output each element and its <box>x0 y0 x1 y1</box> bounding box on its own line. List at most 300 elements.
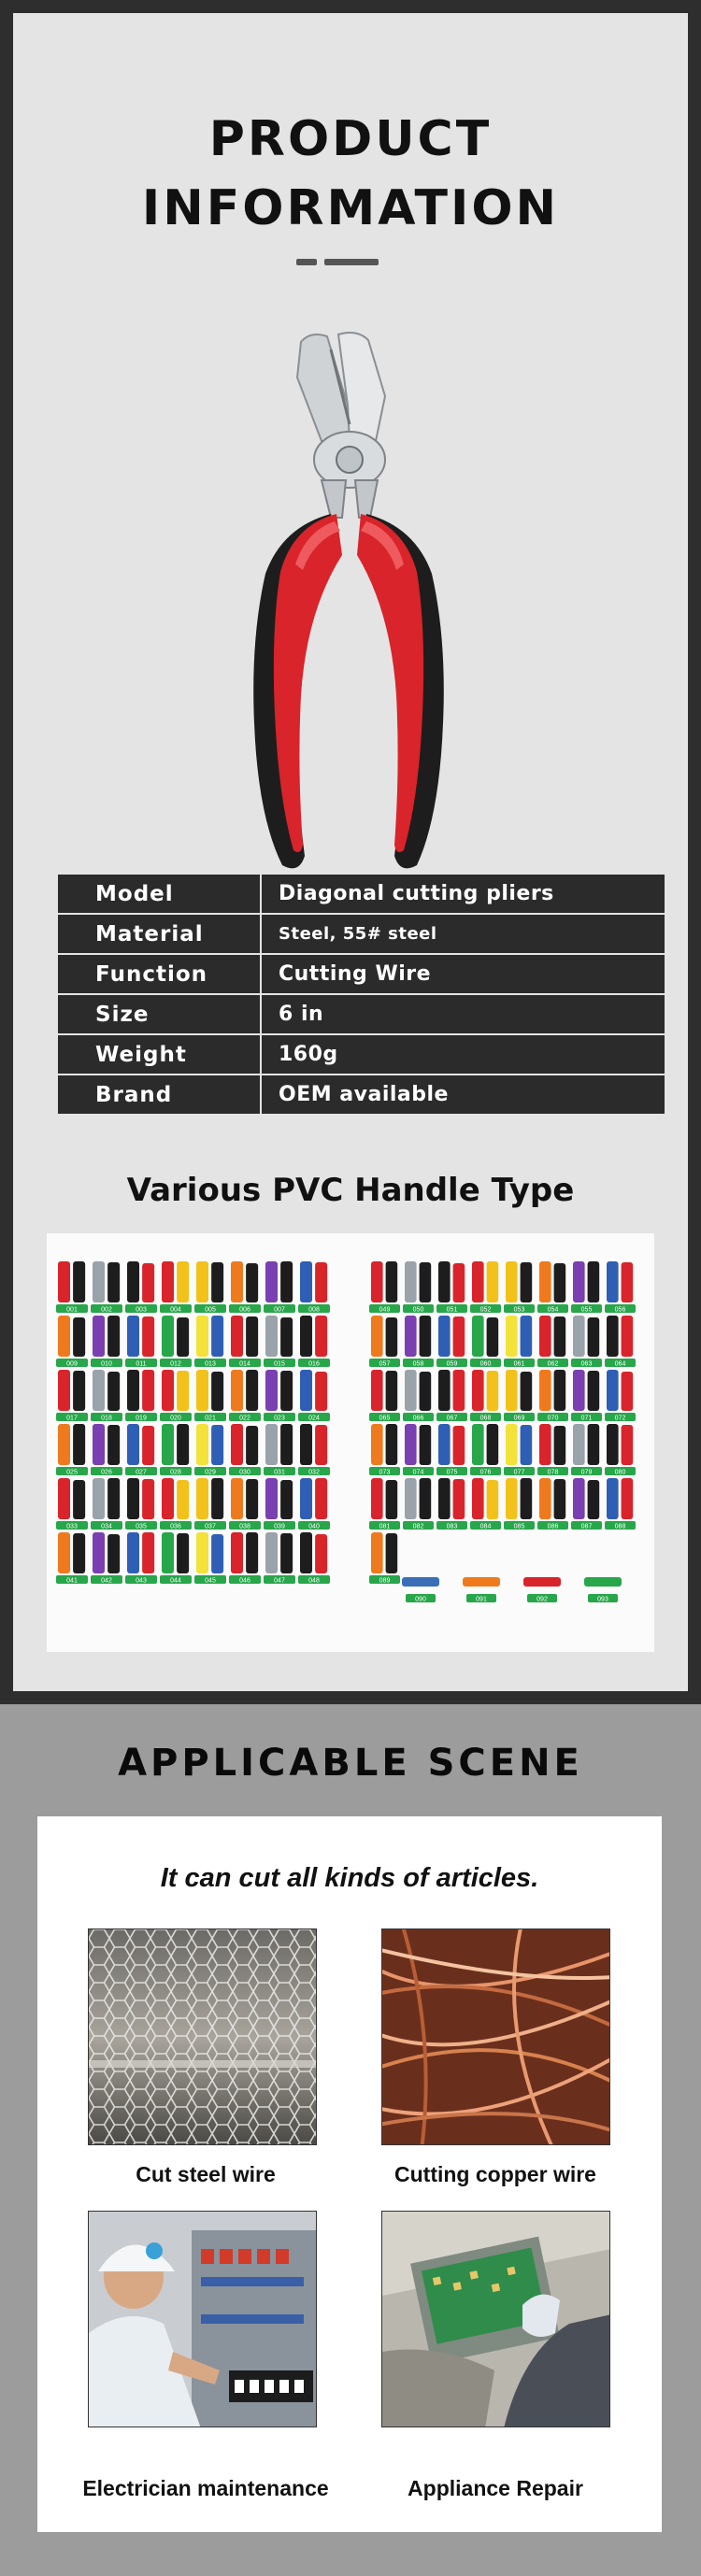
handle-swatch <box>265 1478 293 1519</box>
handle-code-badge <box>125 1575 157 1585</box>
handle-swatch <box>506 1478 532 1519</box>
handle-code-badge <box>229 1359 261 1368</box>
handle-swatch <box>405 1370 431 1411</box>
svg-text:075: 075 <box>446 1469 458 1476</box>
handle-code-badge <box>264 1413 295 1422</box>
svg-text:060: 060 <box>479 1360 492 1368</box>
svg-text:080: 080 <box>614 1469 626 1476</box>
handle-code-badge <box>125 1304 157 1314</box>
handle-swatch <box>231 1370 258 1411</box>
handle-code-badge <box>470 1359 501 1368</box>
handle-code-badge <box>160 1467 192 1476</box>
handle-swatch <box>58 1316 85 1357</box>
svg-text:044: 044 <box>170 1577 181 1585</box>
handle-swatch <box>93 1532 120 1573</box>
handle-swatch <box>93 1478 120 1519</box>
handle-swatch <box>405 1261 431 1302</box>
spec-label: Material <box>57 914 261 954</box>
handle-code-badge <box>56 1521 88 1530</box>
handle-swatch <box>300 1424 327 1465</box>
spec-label: Brand <box>57 1075 261 1115</box>
svg-text:083: 083 <box>446 1523 458 1530</box>
handle-code-badge <box>571 1467 602 1476</box>
svg-text:012: 012 <box>170 1360 181 1368</box>
svg-text:084: 084 <box>479 1523 492 1530</box>
handle-swatch <box>506 1316 532 1357</box>
svg-text:033: 033 <box>66 1523 78 1530</box>
handle-swatch <box>573 1424 599 1465</box>
svg-text:017: 017 <box>66 1415 78 1422</box>
handle-swatch <box>265 1316 293 1357</box>
spec-value: Steel, 55# steel <box>261 914 665 954</box>
svg-text:029: 029 <box>205 1469 216 1476</box>
svg-text:090: 090 <box>415 1596 426 1603</box>
handle-code-badge <box>56 1304 88 1314</box>
handle-swatch <box>127 1532 154 1573</box>
handle-code-badge <box>436 1359 467 1368</box>
handle-code-badge <box>571 1521 602 1530</box>
svg-text:024: 024 <box>308 1415 320 1422</box>
handle-code-badge <box>125 1467 157 1476</box>
handle-swatch <box>127 1424 154 1465</box>
handle-swatch <box>58 1478 85 1519</box>
svg-text:071: 071 <box>580 1415 593 1422</box>
svg-text:001: 001 <box>66 1306 78 1314</box>
svg-text:020: 020 <box>170 1415 181 1422</box>
handle-swatch <box>539 1424 565 1465</box>
handle-code-badge <box>298 1521 330 1530</box>
handle-code-badge <box>56 1413 88 1422</box>
svg-text:035: 035 <box>136 1523 147 1530</box>
handle-swatch <box>231 1532 258 1573</box>
handle-code-badge <box>91 1359 122 1368</box>
svg-text:053: 053 <box>513 1306 525 1314</box>
product-info-title <box>13 105 688 243</box>
spec-value: 6 in <box>261 994 665 1034</box>
handle-code-badge <box>229 1521 261 1530</box>
handle-code-badge <box>56 1467 88 1476</box>
handle-swatch <box>539 1478 565 1519</box>
handle-swatch <box>127 1261 154 1302</box>
svg-text:045: 045 <box>205 1577 216 1585</box>
handle-code-badge <box>160 1359 192 1368</box>
handle-code-badge <box>537 1304 568 1314</box>
handle-code-badge <box>403 1521 434 1530</box>
caption-cut-steel-wire: Cut steel wire <box>136 2162 276 2186</box>
handle-swatch <box>573 1478 599 1519</box>
electrician-photo <box>88 2211 317 2427</box>
svg-text:074: 074 <box>412 1469 424 1476</box>
handle-code-badge <box>194 1467 226 1476</box>
svg-text:085: 085 <box>513 1523 525 1530</box>
caption-cutting-copper-wire: Cutting copper wire <box>394 2162 596 2186</box>
svg-text:019: 019 <box>136 1415 147 1422</box>
scene-title: APPLICABLE SCENE <box>118 1742 583 1785</box>
spec-value: 160g <box>261 1034 665 1075</box>
handle-swatch <box>265 1424 293 1465</box>
handle-swatch <box>162 1532 189 1573</box>
handle-swatch <box>607 1370 633 1411</box>
handle-swatch <box>371 1478 397 1519</box>
svg-text:063: 063 <box>580 1360 593 1368</box>
svg-text:066: 066 <box>412 1415 424 1422</box>
handle-code-badge <box>194 1521 226 1530</box>
handle-types-title: Various PVC Handle Type <box>126 1172 575 1209</box>
handle-swatch <box>405 1424 431 1465</box>
spec-row-size <box>57 994 665 1034</box>
handle-code-badge <box>160 1304 192 1314</box>
svg-text:038: 038 <box>239 1523 250 1530</box>
spec-row-model <box>57 874 665 914</box>
svg-text:068: 068 <box>479 1415 492 1422</box>
handle-swatch <box>127 1370 154 1411</box>
svg-text:061: 061 <box>513 1360 525 1368</box>
svg-text:052: 052 <box>479 1306 492 1314</box>
handle-code-badge <box>298 1467 330 1476</box>
handle-swatch <box>265 1261 293 1302</box>
handle-swatch <box>405 1478 431 1519</box>
handle-swatch <box>93 1261 120 1302</box>
handle-code-badge <box>571 1359 602 1368</box>
handle-code-badge <box>91 1467 122 1476</box>
handle-swatch <box>472 1424 498 1465</box>
handle-swatch <box>371 1261 397 1302</box>
handle-swatch <box>93 1316 120 1357</box>
handle-code-badge <box>160 1575 192 1585</box>
appliance-repair-photo <box>381 2211 610 2427</box>
handle-swatch <box>300 1316 327 1357</box>
svg-text:058: 058 <box>412 1360 424 1368</box>
handle-code-badge <box>466 1594 496 1603</box>
handle-swatch <box>127 1478 154 1519</box>
svg-text:003: 003 <box>136 1306 147 1314</box>
handle-code-badge <box>369 1304 400 1314</box>
handle-swatch <box>371 1370 397 1411</box>
svg-text:025: 025 <box>66 1469 78 1476</box>
spec-row-material <box>57 914 665 954</box>
svg-text:034: 034 <box>101 1523 112 1530</box>
svg-text:014: 014 <box>239 1360 250 1368</box>
handle-code-badge <box>470 1467 501 1476</box>
handle-swatch <box>58 1532 85 1573</box>
steel-wire-photo <box>88 1928 317 2145</box>
handle-code-badge <box>605 1304 636 1314</box>
handle-swatch <box>127 1316 154 1357</box>
svg-text:018: 018 <box>101 1415 112 1422</box>
svg-text:030: 030 <box>239 1469 250 1476</box>
svg-text:050: 050 <box>412 1306 424 1314</box>
handle-swatch <box>506 1424 532 1465</box>
svg-text:005: 005 <box>205 1306 216 1314</box>
handle-swatch <box>371 1316 397 1357</box>
handle-swatch <box>196 1370 223 1411</box>
svg-text:072: 072 <box>614 1415 626 1422</box>
handle-code-badge <box>470 1521 501 1530</box>
handle-code-badge <box>537 1521 568 1530</box>
spec-table <box>56 873 666 1116</box>
handle-code-badge <box>125 1413 157 1422</box>
handle-code-badge <box>436 1413 467 1422</box>
spec-value: Diagonal cutting pliers <box>261 874 665 914</box>
handle-swatch <box>506 1261 532 1302</box>
spec-value: OEM available <box>261 1075 665 1115</box>
svg-text:073: 073 <box>379 1469 391 1476</box>
copper-wire-photo <box>381 1928 610 2145</box>
title-divider-short <box>296 259 317 265</box>
svg-text:054: 054 <box>547 1306 559 1314</box>
svg-text:011: 011 <box>136 1360 147 1368</box>
handle-swatch <box>607 1316 633 1357</box>
spec-value: Cutting Wire <box>261 954 665 994</box>
handle-swatch <box>472 1316 498 1357</box>
handle-swatch <box>162 1370 189 1411</box>
handle-swatch <box>300 1370 327 1411</box>
spec-label: Weight <box>57 1034 261 1075</box>
handle-swatch <box>162 1424 189 1465</box>
handle-swatch <box>162 1478 189 1519</box>
handle-code-badge <box>571 1413 602 1422</box>
accessory-swatch <box>402 1577 439 1587</box>
svg-text:043: 043 <box>136 1577 147 1585</box>
handle-swatch <box>573 1261 599 1302</box>
svg-text:078: 078 <box>547 1469 559 1476</box>
handle-code-badge <box>537 1413 568 1422</box>
handle-code-badge <box>298 1359 330 1368</box>
handle-swatch <box>300 1532 327 1573</box>
handle-code-badge <box>91 1575 122 1585</box>
svg-text:081: 081 <box>379 1523 391 1530</box>
caption-appliance-repair: Appliance Repair <box>408 2476 583 2500</box>
svg-text:037: 037 <box>205 1523 216 1530</box>
svg-text:070: 070 <box>547 1415 559 1422</box>
svg-text:047: 047 <box>274 1577 285 1585</box>
svg-text:046: 046 <box>239 1577 250 1585</box>
accessory-swatch <box>584 1577 622 1587</box>
title-divider-long <box>324 259 379 265</box>
handle-swatch <box>438 1478 465 1519</box>
svg-text:091: 091 <box>476 1596 487 1603</box>
handle-code-badge <box>504 1359 535 1368</box>
handle-code-badge <box>605 1521 636 1530</box>
svg-text:016: 016 <box>308 1360 320 1368</box>
handle-swatch <box>93 1370 120 1411</box>
handle-swatch <box>231 1424 258 1465</box>
handle-code-badge <box>264 1521 295 1530</box>
svg-text:079: 079 <box>580 1469 593 1476</box>
handle-swatch <box>265 1370 293 1411</box>
handle-swatch <box>539 1370 565 1411</box>
handle-code-badge <box>605 1413 636 1422</box>
handle-swatch <box>231 1478 258 1519</box>
svg-text:082: 082 <box>412 1523 424 1530</box>
handle-swatch <box>265 1532 293 1573</box>
handle-swatch <box>438 1316 465 1357</box>
handle-swatch <box>196 1424 223 1465</box>
spec-row-weight <box>57 1034 665 1075</box>
handle-code-badge <box>229 1304 261 1314</box>
handle-code-badge <box>406 1594 436 1603</box>
svg-text:036: 036 <box>170 1523 181 1530</box>
handle-swatch <box>196 1316 223 1357</box>
svg-text:027: 027 <box>136 1469 147 1476</box>
svg-text:009: 009 <box>66 1360 78 1368</box>
handle-code-badge <box>504 1413 535 1422</box>
handle-swatch <box>371 1532 397 1573</box>
handle-swatch <box>162 1261 189 1302</box>
svg-text:010: 010 <box>101 1360 112 1368</box>
handle-code-badge <box>470 1304 501 1314</box>
handle-swatch <box>573 1370 599 1411</box>
handle-code-badge <box>125 1521 157 1530</box>
handle-code-badge <box>369 1467 400 1476</box>
spec-label: Size <box>57 994 261 1034</box>
svg-text:031: 031 <box>274 1469 285 1476</box>
svg-text:077: 077 <box>513 1469 525 1476</box>
svg-text:067: 067 <box>446 1415 458 1422</box>
handle-swatch <box>472 1370 498 1411</box>
svg-text:056: 056 <box>614 1306 626 1314</box>
caption-electrician-maintenance: Electrician maintenance <box>82 2476 329 2500</box>
handle-code-badge <box>229 1413 261 1422</box>
svg-text:087: 087 <box>580 1523 593 1530</box>
handle-swatch <box>607 1478 633 1519</box>
scene-subtitle: It can cut all kinds of articles. <box>160 1863 539 1893</box>
handle-code-badge <box>527 1594 557 1603</box>
handle-swatch <box>438 1370 465 1411</box>
scene-card <box>37 1816 662 2532</box>
handle-code-badge <box>403 1413 434 1422</box>
handle-code-badge <box>369 1413 400 1422</box>
handle-types-panel <box>47 1233 654 1652</box>
handle-code-badge <box>194 1575 226 1585</box>
handle-code-badge <box>588 1594 618 1603</box>
handle-code-badge <box>403 1467 434 1476</box>
handle-code-badge <box>504 1467 535 1476</box>
pliers-image <box>245 331 460 873</box>
handle-code-badge <box>91 1521 122 1530</box>
handle-code-badge <box>160 1413 192 1422</box>
handle-code-badge <box>504 1304 535 1314</box>
handle-swatch <box>371 1424 397 1465</box>
handle-code-badge <box>298 1304 330 1314</box>
handle-code-badge <box>264 1359 295 1368</box>
handle-code-badge <box>125 1359 157 1368</box>
handle-code-badge <box>537 1359 568 1368</box>
handle-code-badge <box>436 1521 467 1530</box>
handle-code-badge <box>537 1467 568 1476</box>
handle-swatch <box>58 1261 85 1302</box>
handle-code-badge <box>436 1467 467 1476</box>
handle-code-badge <box>229 1467 261 1476</box>
svg-text:042: 042 <box>101 1577 112 1585</box>
spec-label: Function <box>57 954 261 994</box>
svg-text:093: 093 <box>597 1596 608 1603</box>
handle-swatch <box>58 1424 85 1465</box>
svg-text:007: 007 <box>274 1306 285 1314</box>
svg-text:008: 008 <box>308 1306 320 1314</box>
applicable-scene-section <box>0 1704 701 2576</box>
svg-text:069: 069 <box>513 1415 525 1422</box>
handle-code-badge <box>436 1304 467 1314</box>
svg-text:092: 092 <box>536 1596 548 1603</box>
svg-text:059: 059 <box>446 1360 458 1368</box>
handle-code-badge <box>194 1359 226 1368</box>
svg-text:026: 026 <box>101 1469 112 1476</box>
handle-code-badge <box>56 1575 88 1585</box>
svg-text:051: 051 <box>446 1306 458 1314</box>
svg-text:032: 032 <box>308 1469 320 1476</box>
title-line-2: INFORMATION <box>141 180 560 236</box>
svg-text:086: 086 <box>547 1523 559 1530</box>
handle-swatch <box>196 1532 223 1573</box>
handle-code-badge <box>229 1575 261 1585</box>
svg-text:048: 048 <box>308 1577 320 1585</box>
handle-swatch <box>539 1316 565 1357</box>
svg-text:055: 055 <box>580 1306 593 1314</box>
svg-text:040: 040 <box>308 1523 320 1530</box>
accessory-swatch <box>463 1577 500 1587</box>
handle-code-badge <box>369 1521 400 1530</box>
handle-code-badge <box>91 1413 122 1422</box>
svg-text:049: 049 <box>379 1306 391 1314</box>
svg-text:021: 021 <box>205 1415 216 1422</box>
svg-text:002: 002 <box>101 1306 112 1314</box>
handle-swatch <box>300 1261 327 1302</box>
handle-swatch <box>196 1478 223 1519</box>
handle-code-badge <box>403 1359 434 1368</box>
svg-text:065: 065 <box>379 1415 391 1422</box>
handle-swatch <box>58 1370 85 1411</box>
handle-swatch <box>162 1316 189 1357</box>
handle-code-badge <box>264 1467 295 1476</box>
handle-swatch <box>539 1261 565 1302</box>
handle-code-badge <box>298 1413 330 1422</box>
svg-text:004: 004 <box>170 1306 181 1314</box>
handle-code-badge <box>403 1304 434 1314</box>
svg-text:057: 057 <box>379 1360 391 1368</box>
handle-code-badge <box>56 1359 88 1368</box>
handle-code-badge <box>160 1521 192 1530</box>
svg-text:089: 089 <box>379 1577 391 1585</box>
handle-code-badge <box>194 1304 226 1314</box>
handle-code-badge <box>504 1521 535 1530</box>
svg-text:064: 064 <box>614 1360 626 1368</box>
spec-label: Model <box>57 874 261 914</box>
svg-text:039: 039 <box>274 1523 285 1530</box>
handle-swatch <box>472 1478 498 1519</box>
handle-swatch <box>438 1261 465 1302</box>
product-info-card <box>13 13 688 1691</box>
handle-swatch <box>506 1370 532 1411</box>
handle-code-badge <box>605 1359 636 1368</box>
svg-text:022: 022 <box>239 1415 250 1422</box>
handle-code-badge <box>298 1575 330 1585</box>
handle-code-badge <box>470 1413 501 1422</box>
handle-swatch-grid <box>47 1233 654 1652</box>
handle-code-badge <box>571 1304 602 1314</box>
svg-text:076: 076 <box>479 1469 492 1476</box>
handle-code-badge <box>264 1304 295 1314</box>
handle-swatch <box>231 1316 258 1357</box>
handle-code-badge <box>264 1575 295 1585</box>
svg-text:015: 015 <box>274 1360 285 1368</box>
handle-swatch <box>573 1316 599 1357</box>
handle-swatch <box>607 1424 633 1465</box>
handle-swatch <box>472 1261 498 1302</box>
handle-code-badge <box>369 1359 400 1368</box>
handle-swatch <box>607 1261 633 1302</box>
svg-text:088: 088 <box>614 1523 626 1530</box>
